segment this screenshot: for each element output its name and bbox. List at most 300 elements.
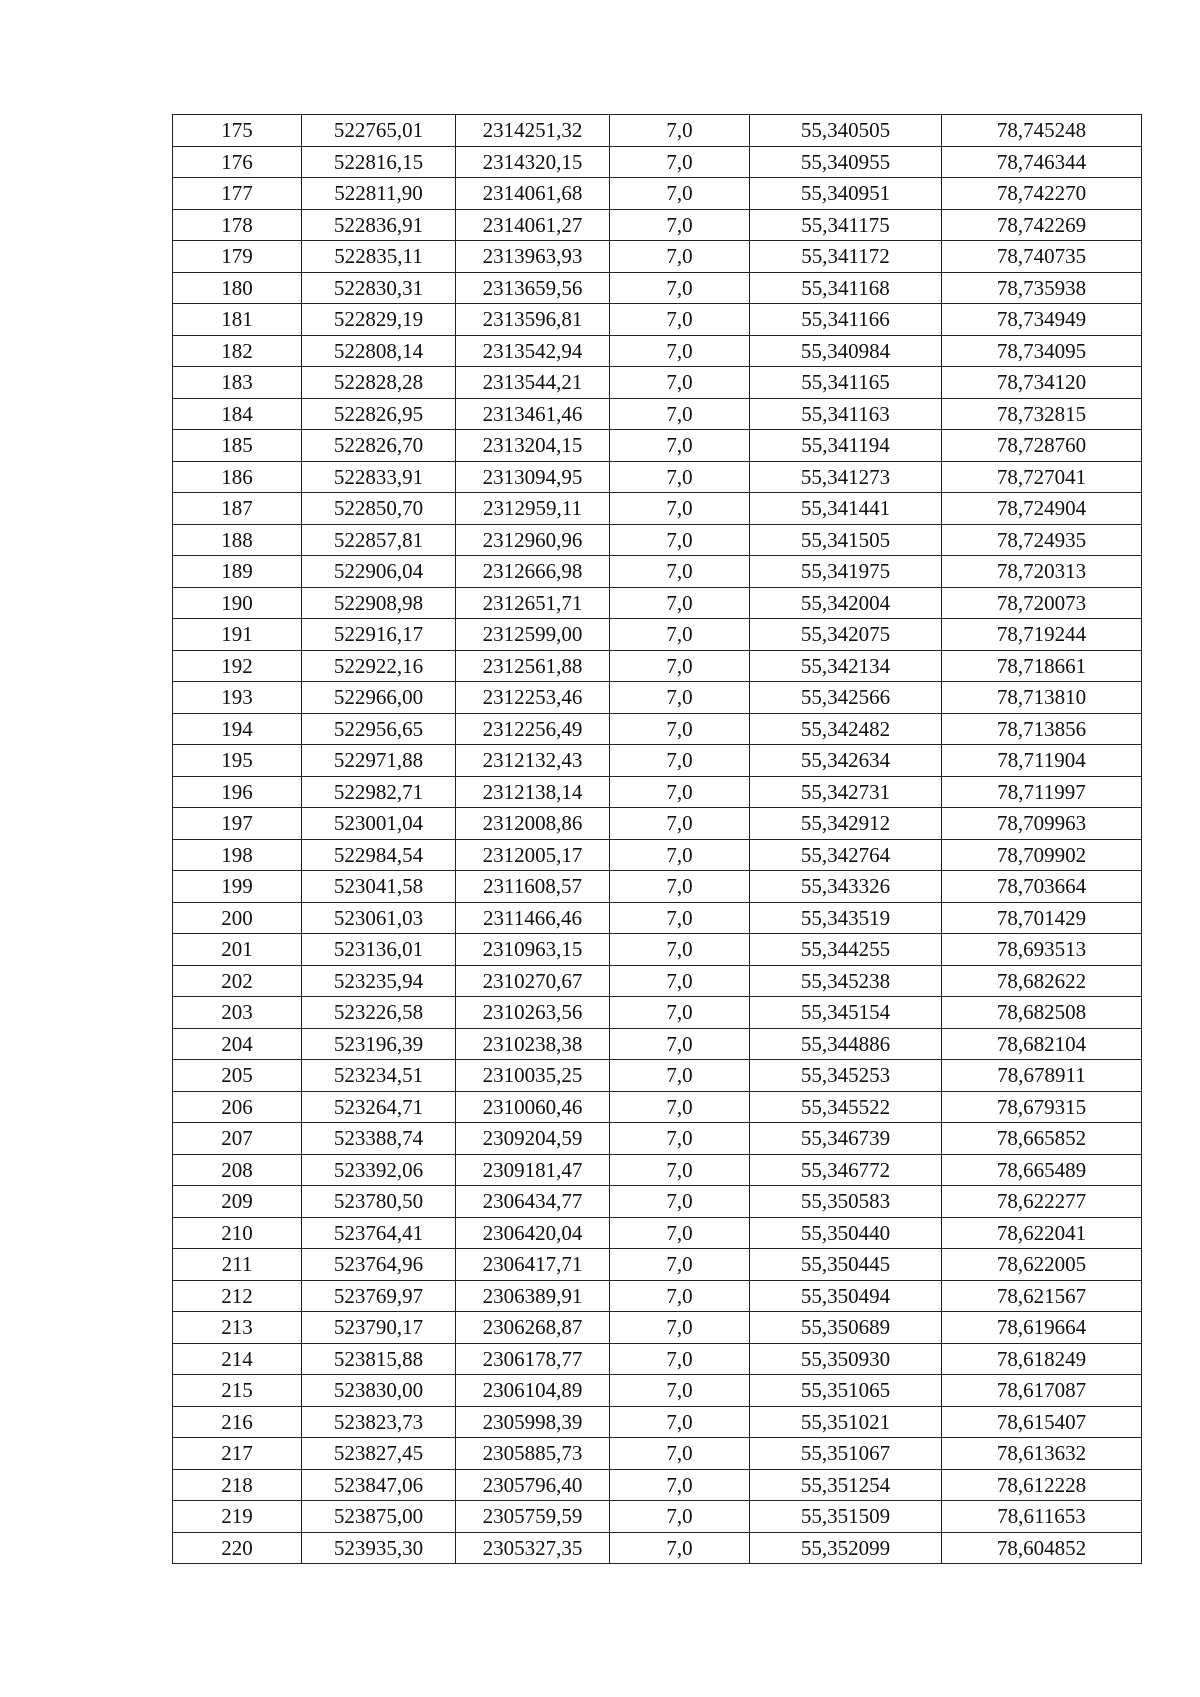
table-row (173, 1123, 1142, 1155)
longitude-cell: 78,613632 (942, 1438, 1142, 1470)
latitude-cell: 55,351021 (750, 1406, 942, 1438)
point-number-cell: 195 (173, 745, 302, 777)
x-coordinate-cell: 523827,45 (302, 1438, 456, 1470)
longitude-cell: 78,709902 (942, 839, 1142, 871)
longitude-cell: 78,720313 (942, 556, 1142, 588)
longitude-cell: 78,711904 (942, 745, 1142, 777)
longitude-cell: 78,703664 (942, 871, 1142, 903)
longitude-cell: 78,617087 (942, 1375, 1142, 1407)
width-cell: 7,0 (610, 1028, 750, 1060)
point-number-cell: 201 (173, 934, 302, 966)
width-cell: 7,0 (610, 871, 750, 903)
x-coordinate-cell: 523830,00 (302, 1375, 456, 1407)
x-coordinate-cell: 522808,14 (302, 335, 456, 367)
y-coordinate-cell: 2305327,35 (456, 1532, 610, 1564)
latitude-cell: 55,341505 (750, 524, 942, 556)
x-coordinate-cell: 522982,71 (302, 776, 456, 808)
longitude-cell: 78,679315 (942, 1091, 1142, 1123)
latitude-cell: 55,345522 (750, 1091, 942, 1123)
latitude-cell: 55,341163 (750, 398, 942, 430)
table-row (173, 1060, 1142, 1092)
longitude-cell: 78,713856 (942, 713, 1142, 745)
longitude-cell: 78,713810 (942, 682, 1142, 714)
point-number-cell: 216 (173, 1406, 302, 1438)
table-row (173, 146, 1142, 178)
table-row (173, 1280, 1142, 1312)
x-coordinate-cell: 522835,11 (302, 241, 456, 273)
width-cell: 7,0 (610, 115, 750, 147)
x-coordinate-cell: 523235,94 (302, 965, 456, 997)
latitude-cell: 55,352099 (750, 1532, 942, 1564)
x-coordinate-cell: 523264,71 (302, 1091, 456, 1123)
point-number-cell: 215 (173, 1375, 302, 1407)
y-coordinate-cell: 2310270,67 (456, 965, 610, 997)
latitude-cell: 55,341975 (750, 556, 942, 588)
latitude-cell: 55,350494 (750, 1280, 942, 1312)
latitude-cell: 55,341441 (750, 493, 942, 525)
latitude-cell: 55,343519 (750, 902, 942, 934)
latitude-cell: 55,341273 (750, 461, 942, 493)
point-number-cell: 184 (173, 398, 302, 430)
point-number-cell: 209 (173, 1186, 302, 1218)
point-number-cell: 214 (173, 1343, 302, 1375)
latitude-cell: 55,342912 (750, 808, 942, 840)
latitude-cell: 55,346772 (750, 1154, 942, 1186)
table-row (173, 1028, 1142, 1060)
latitude-cell: 55,342075 (750, 619, 942, 651)
point-number-cell: 193 (173, 682, 302, 714)
y-coordinate-cell: 2312651,71 (456, 587, 610, 619)
x-coordinate-cell: 523061,03 (302, 902, 456, 934)
width-cell: 7,0 (610, 272, 750, 304)
table-row (173, 556, 1142, 588)
width-cell: 7,0 (610, 241, 750, 273)
table-row (173, 650, 1142, 682)
x-coordinate-cell: 523815,88 (302, 1343, 456, 1375)
latitude-cell: 55,351254 (750, 1469, 942, 1501)
point-number-cell: 208 (173, 1154, 302, 1186)
latitude-cell: 55,340955 (750, 146, 942, 178)
width-cell: 7,0 (610, 713, 750, 745)
latitude-cell: 55,341172 (750, 241, 942, 273)
latitude-cell: 55,343326 (750, 871, 942, 903)
table-row (173, 241, 1142, 273)
point-number-cell: 191 (173, 619, 302, 651)
point-number-cell: 199 (173, 871, 302, 903)
y-coordinate-cell: 2313659,56 (456, 272, 610, 304)
point-number-cell: 213 (173, 1312, 302, 1344)
table-row (173, 1375, 1142, 1407)
x-coordinate-cell: 522966,00 (302, 682, 456, 714)
width-cell: 7,0 (610, 178, 750, 210)
x-coordinate-cell: 522830,31 (302, 272, 456, 304)
longitude-cell: 78,621567 (942, 1280, 1142, 1312)
longitude-cell: 78,740735 (942, 241, 1142, 273)
table-row (173, 619, 1142, 651)
latitude-cell: 55,340505 (750, 115, 942, 147)
y-coordinate-cell: 2305885,73 (456, 1438, 610, 1470)
latitude-cell: 55,350440 (750, 1217, 942, 1249)
latitude-cell: 55,345238 (750, 965, 942, 997)
width-cell: 7,0 (610, 619, 750, 651)
width-cell: 7,0 (610, 1060, 750, 1092)
table-row (173, 1091, 1142, 1123)
table-row (173, 1501, 1142, 1533)
width-cell: 7,0 (610, 1438, 750, 1470)
table-row (173, 871, 1142, 903)
y-coordinate-cell: 2306420,04 (456, 1217, 610, 1249)
point-number-cell: 176 (173, 146, 302, 178)
table-row (173, 367, 1142, 399)
width-cell: 7,0 (610, 1501, 750, 1533)
latitude-cell: 55,346739 (750, 1123, 942, 1155)
table-row (173, 776, 1142, 808)
x-coordinate-cell: 522816,15 (302, 146, 456, 178)
point-number-cell: 180 (173, 272, 302, 304)
y-coordinate-cell: 2312599,00 (456, 619, 610, 651)
width-cell: 7,0 (610, 965, 750, 997)
latitude-cell: 55,342731 (750, 776, 942, 808)
y-coordinate-cell: 2311608,57 (456, 871, 610, 903)
y-coordinate-cell: 2310963,15 (456, 934, 610, 966)
longitude-cell: 78,682622 (942, 965, 1142, 997)
point-number-cell: 189 (173, 556, 302, 588)
x-coordinate-cell: 522906,04 (302, 556, 456, 588)
width-cell: 7,0 (610, 1375, 750, 1407)
latitude-cell: 55,340951 (750, 178, 942, 210)
longitude-cell: 78,745248 (942, 115, 1142, 147)
longitude-cell: 78,720073 (942, 587, 1142, 619)
latitude-cell: 55,351509 (750, 1501, 942, 1533)
width-cell: 7,0 (610, 1217, 750, 1249)
y-coordinate-cell: 2312132,43 (456, 745, 610, 777)
point-number-cell: 177 (173, 178, 302, 210)
latitude-cell: 55,345154 (750, 997, 942, 1029)
width-cell: 7,0 (610, 902, 750, 934)
longitude-cell: 78,734120 (942, 367, 1142, 399)
table-row (173, 587, 1142, 619)
y-coordinate-cell: 2313204,15 (456, 430, 610, 462)
x-coordinate-cell: 522908,98 (302, 587, 456, 619)
point-number-cell: 205 (173, 1060, 302, 1092)
y-coordinate-cell: 2306104,89 (456, 1375, 610, 1407)
y-coordinate-cell: 2312008,86 (456, 808, 610, 840)
x-coordinate-cell: 522833,91 (302, 461, 456, 493)
width-cell: 7,0 (610, 682, 750, 714)
y-coordinate-cell: 2310238,38 (456, 1028, 610, 1060)
point-number-cell: 181 (173, 304, 302, 336)
latitude-cell: 55,342004 (750, 587, 942, 619)
x-coordinate-cell: 523780,50 (302, 1186, 456, 1218)
longitude-cell: 78,619664 (942, 1312, 1142, 1344)
y-coordinate-cell: 2306389,91 (456, 1280, 610, 1312)
y-coordinate-cell: 2311466,46 (456, 902, 610, 934)
table-row (173, 115, 1142, 147)
y-coordinate-cell: 2314061,27 (456, 209, 610, 241)
width-cell: 7,0 (610, 1123, 750, 1155)
x-coordinate-cell: 523001,04 (302, 808, 456, 840)
point-number-cell: 211 (173, 1249, 302, 1281)
point-number-cell: 196 (173, 776, 302, 808)
width-cell: 7,0 (610, 808, 750, 840)
y-coordinate-cell: 2313963,93 (456, 241, 610, 273)
width-cell: 7,0 (610, 524, 750, 556)
point-number-cell: 207 (173, 1123, 302, 1155)
coordinates-table (172, 114, 1142, 1564)
width-cell: 7,0 (610, 1249, 750, 1281)
y-coordinate-cell: 2312138,14 (456, 776, 610, 808)
latitude-cell: 55,342482 (750, 713, 942, 745)
width-cell: 7,0 (610, 776, 750, 808)
y-coordinate-cell: 2312005,17 (456, 839, 610, 871)
longitude-cell: 78,622005 (942, 1249, 1142, 1281)
longitude-cell: 78,734949 (942, 304, 1142, 336)
point-number-cell: 182 (173, 335, 302, 367)
point-number-cell: 204 (173, 1028, 302, 1060)
table-row (173, 965, 1142, 997)
x-coordinate-cell: 523764,96 (302, 1249, 456, 1281)
point-number-cell: 220 (173, 1532, 302, 1564)
table-row (173, 1343, 1142, 1375)
table-row (173, 209, 1142, 241)
y-coordinate-cell: 2313596,81 (456, 304, 610, 336)
y-coordinate-cell: 2310263,56 (456, 997, 610, 1029)
y-coordinate-cell: 2309204,59 (456, 1123, 610, 1155)
latitude-cell: 55,340984 (750, 335, 942, 367)
table-row (173, 398, 1142, 430)
x-coordinate-cell: 523392,06 (302, 1154, 456, 1186)
longitude-cell: 78,611653 (942, 1501, 1142, 1533)
x-coordinate-cell: 522916,17 (302, 619, 456, 651)
point-number-cell: 179 (173, 241, 302, 273)
longitude-cell: 78,746344 (942, 146, 1142, 178)
table-row (173, 1438, 1142, 1470)
x-coordinate-cell: 523136,01 (302, 934, 456, 966)
longitude-cell: 78,724935 (942, 524, 1142, 556)
longitude-cell: 78,701429 (942, 902, 1142, 934)
width-cell: 7,0 (610, 587, 750, 619)
table-row (173, 808, 1142, 840)
table-row (173, 1249, 1142, 1281)
x-coordinate-cell: 522826,95 (302, 398, 456, 430)
point-number-cell: 175 (173, 115, 302, 147)
latitude-cell: 55,342134 (750, 650, 942, 682)
width-cell: 7,0 (610, 1280, 750, 1312)
y-coordinate-cell: 2313542,94 (456, 335, 610, 367)
width-cell: 7,0 (610, 745, 750, 777)
table-row (173, 839, 1142, 871)
x-coordinate-cell: 522956,65 (302, 713, 456, 745)
y-coordinate-cell: 2310060,46 (456, 1091, 610, 1123)
longitude-cell: 78,604852 (942, 1532, 1142, 1564)
y-coordinate-cell: 2306417,71 (456, 1249, 610, 1281)
point-number-cell: 186 (173, 461, 302, 493)
y-coordinate-cell: 2309181,47 (456, 1154, 610, 1186)
width-cell: 7,0 (610, 146, 750, 178)
y-coordinate-cell: 2314251,32 (456, 115, 610, 147)
table-row (173, 272, 1142, 304)
y-coordinate-cell: 2314320,15 (456, 146, 610, 178)
table-row (173, 902, 1142, 934)
longitude-cell: 78,735938 (942, 272, 1142, 304)
longitude-cell: 78,728760 (942, 430, 1142, 462)
x-coordinate-cell: 523041,58 (302, 871, 456, 903)
width-cell: 7,0 (610, 335, 750, 367)
point-number-cell: 203 (173, 997, 302, 1029)
longitude-cell: 78,622277 (942, 1186, 1142, 1218)
y-coordinate-cell: 2312666,98 (456, 556, 610, 588)
width-cell: 7,0 (610, 1186, 750, 1218)
y-coordinate-cell: 2306434,77 (456, 1186, 610, 1218)
x-coordinate-cell: 522922,16 (302, 650, 456, 682)
x-coordinate-cell: 522850,70 (302, 493, 456, 525)
point-number-cell: 197 (173, 808, 302, 840)
longitude-cell: 78,665489 (942, 1154, 1142, 1186)
latitude-cell: 55,351065 (750, 1375, 942, 1407)
y-coordinate-cell: 2313461,46 (456, 398, 610, 430)
point-number-cell: 185 (173, 430, 302, 462)
latitude-cell: 55,350689 (750, 1312, 942, 1344)
point-number-cell: 198 (173, 839, 302, 871)
width-cell: 7,0 (610, 997, 750, 1029)
latitude-cell: 55,342566 (750, 682, 942, 714)
longitude-cell: 78,719244 (942, 619, 1142, 651)
width-cell: 7,0 (610, 839, 750, 871)
x-coordinate-cell: 523226,58 (302, 997, 456, 1029)
point-number-cell: 187 (173, 493, 302, 525)
x-coordinate-cell: 522971,88 (302, 745, 456, 777)
longitude-cell: 78,742270 (942, 178, 1142, 210)
width-cell: 7,0 (610, 1469, 750, 1501)
x-coordinate-cell: 523847,06 (302, 1469, 456, 1501)
longitude-cell: 78,665852 (942, 1123, 1142, 1155)
table-row (173, 430, 1142, 462)
width-cell: 7,0 (610, 1343, 750, 1375)
point-number-cell: 188 (173, 524, 302, 556)
coordinates-table-body (173, 115, 1142, 1564)
table-row (173, 1406, 1142, 1438)
latitude-cell: 55,351067 (750, 1438, 942, 1470)
longitude-cell: 78,615407 (942, 1406, 1142, 1438)
table-row (173, 745, 1142, 777)
width-cell: 7,0 (610, 556, 750, 588)
latitude-cell: 55,350583 (750, 1186, 942, 1218)
width-cell: 7,0 (610, 398, 750, 430)
x-coordinate-cell: 523935,30 (302, 1532, 456, 1564)
width-cell: 7,0 (610, 461, 750, 493)
latitude-cell: 55,341194 (750, 430, 942, 462)
latitude-cell: 55,350445 (750, 1249, 942, 1281)
y-coordinate-cell: 2314061,68 (456, 178, 610, 210)
x-coordinate-cell: 523769,97 (302, 1280, 456, 1312)
table-row (173, 1469, 1142, 1501)
table-row (173, 997, 1142, 1029)
table-row (173, 934, 1142, 966)
width-cell: 7,0 (610, 209, 750, 241)
x-coordinate-cell: 522984,54 (302, 839, 456, 871)
width-cell: 7,0 (610, 1154, 750, 1186)
table-row (173, 1154, 1142, 1186)
x-coordinate-cell: 522811,90 (302, 178, 456, 210)
latitude-cell: 55,344886 (750, 1028, 942, 1060)
longitude-cell: 78,618249 (942, 1343, 1142, 1375)
x-coordinate-cell: 522836,91 (302, 209, 456, 241)
latitude-cell: 55,341165 (750, 367, 942, 399)
latitude-cell: 55,345253 (750, 1060, 942, 1092)
x-coordinate-cell: 522765,01 (302, 115, 456, 147)
table-row (173, 713, 1142, 745)
table-row (173, 335, 1142, 367)
table-row (173, 461, 1142, 493)
longitude-cell: 78,727041 (942, 461, 1142, 493)
latitude-cell: 55,341168 (750, 272, 942, 304)
width-cell: 7,0 (610, 367, 750, 399)
point-number-cell: 183 (173, 367, 302, 399)
point-number-cell: 210 (173, 1217, 302, 1249)
x-coordinate-cell: 522857,81 (302, 524, 456, 556)
x-coordinate-cell: 523764,41 (302, 1217, 456, 1249)
table-row (173, 304, 1142, 336)
longitude-cell: 78,612228 (942, 1469, 1142, 1501)
point-number-cell: 192 (173, 650, 302, 682)
width-cell: 7,0 (610, 650, 750, 682)
table-row (173, 682, 1142, 714)
width-cell: 7,0 (610, 934, 750, 966)
width-cell: 7,0 (610, 304, 750, 336)
x-coordinate-cell: 523823,73 (302, 1406, 456, 1438)
point-number-cell: 200 (173, 902, 302, 934)
longitude-cell: 78,682508 (942, 997, 1142, 1029)
longitude-cell: 78,693513 (942, 934, 1142, 966)
table-row (173, 1186, 1142, 1218)
point-number-cell: 178 (173, 209, 302, 241)
longitude-cell: 78,711997 (942, 776, 1142, 808)
y-coordinate-cell: 2306178,77 (456, 1343, 610, 1375)
point-number-cell: 212 (173, 1280, 302, 1312)
latitude-cell: 55,344255 (750, 934, 942, 966)
longitude-cell: 78,734095 (942, 335, 1142, 367)
y-coordinate-cell: 2312256,49 (456, 713, 610, 745)
point-number-cell: 218 (173, 1469, 302, 1501)
longitude-cell: 78,724904 (942, 493, 1142, 525)
latitude-cell: 55,342634 (750, 745, 942, 777)
x-coordinate-cell: 523790,17 (302, 1312, 456, 1344)
latitude-cell: 55,341175 (750, 209, 942, 241)
y-coordinate-cell: 2312253,46 (456, 682, 610, 714)
y-coordinate-cell: 2305759,59 (456, 1501, 610, 1533)
y-coordinate-cell: 2305998,39 (456, 1406, 610, 1438)
longitude-cell: 78,709963 (942, 808, 1142, 840)
table-row (173, 1312, 1142, 1344)
table-row (173, 524, 1142, 556)
y-coordinate-cell: 2310035,25 (456, 1060, 610, 1092)
width-cell: 7,0 (610, 430, 750, 462)
table-row (173, 493, 1142, 525)
point-number-cell: 194 (173, 713, 302, 745)
x-coordinate-cell: 523196,39 (302, 1028, 456, 1060)
y-coordinate-cell: 2312960,96 (456, 524, 610, 556)
latitude-cell: 55,342764 (750, 839, 942, 871)
table-row (173, 1217, 1142, 1249)
width-cell: 7,0 (610, 1091, 750, 1123)
x-coordinate-cell: 523388,74 (302, 1123, 456, 1155)
x-coordinate-cell: 522828,28 (302, 367, 456, 399)
y-coordinate-cell: 2313544,21 (456, 367, 610, 399)
table-row (173, 178, 1142, 210)
latitude-cell: 55,341166 (750, 304, 942, 336)
y-coordinate-cell: 2305796,40 (456, 1469, 610, 1501)
longitude-cell: 78,622041 (942, 1217, 1142, 1249)
